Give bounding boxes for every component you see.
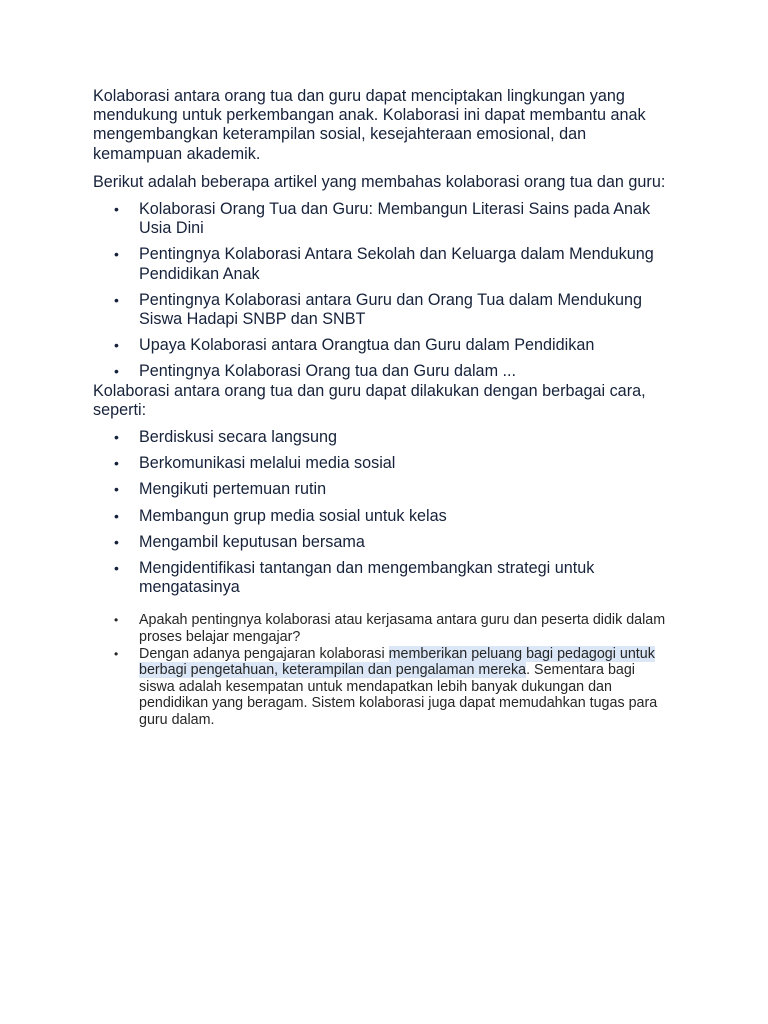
intro-paragraph: Kolaborasi antara orang tua dan guru dapat menciptakan lingkungan yang mendukung untuk perkembangan anak. Kolaborasi ini dapat membantu anak mengembangkan keterampilan sosial, kesejahteraan emosional, dan kemampuan akademik.	[93, 87, 646, 163]
bullet-icon: •	[114, 455, 119, 472]
list-item: • Kolaborasi Orang Tua dan Guru: Membangun Literasi Sains pada Anak Usia Dini	[114, 200, 651, 238]
list-item: • Membangun grup media sosial untuk kelas	[114, 506, 447, 525]
bullet-icon: •	[114, 291, 119, 308]
list-item: • Berdiskusi secara langsung	[114, 428, 337, 447]
list-item: • Upaya Kolaborasi antara Orangtua dan Guru dalam Pendidikan	[114, 336, 595, 355]
list-item: • Mengambil keputusan bersama	[114, 532, 365, 551]
bullet-icon: •	[114, 507, 119, 524]
list-item: • Pentingnya Kolaborasi antara Guru dan Orang Tua dalam Mendukung Siswa Hadapi SNBP dan SNBT	[114, 290, 643, 329]
bullet-icon: •	[114, 337, 119, 354]
ways-intro: Kolaborasi antara orang tua dan guru dapat dilakukan dengan berbagai cara, seperti:	[93, 381, 646, 419]
list-item: • Pentingnya Kolaborasi Orang tua dan Guru dalam ...	[114, 362, 517, 381]
list-item: • Berkomunikasi melalui media sosial	[114, 454, 396, 473]
list-item: • Mengidentifikasi tantangan dan mengembangkan strategi untuk mengatasinya	[114, 559, 595, 597]
document-page	[93, 87, 673, 729]
bullet-icon: •	[114, 646, 119, 661]
bullet-icon: •	[114, 560, 119, 577]
bullet-icon: •	[114, 429, 119, 446]
bullet-icon: •	[114, 363, 119, 380]
bullet-icon: •	[114, 246, 119, 263]
bullet-icon: •	[114, 533, 119, 550]
articles-list	[93, 200, 673, 382]
bullet-icon: •	[114, 613, 119, 628]
answer-prefix: Dengan adanya pengajaran kolaborasi	[139, 645, 389, 662]
ways-list	[93, 428, 673, 597]
answer-suffix: . Sementara bagi siswa adalah kesempatan untuk mendapatkan lebih banyak dukungan dan pendidikan yang beragam. Sistem kolaborasi juga dapat memudahkan tugas para guru dalam.	[139, 662, 658, 729]
qa-list	[93, 612, 673, 728]
answer-highlight: memberikan peluang bagi pedagogi untuk berbagi pengetahuan, keterampilan dan pengalaman mereka	[139, 645, 655, 679]
bullet-icon: •	[114, 481, 119, 498]
list-item: • Mengikuti pertemuan rutin	[114, 480, 327, 499]
answer-item	[93, 646, 673, 729]
articles-intro: Berikut adalah beberapa artikel yang membahas kolaborasi orang tua dan guru:	[93, 172, 666, 191]
question-text: Apakah pentingnya kolaborasi atau kerjasama antara guru dan peserta didik dalam proses belajar mengajar?	[139, 612, 666, 646]
bullet-icon: •	[114, 201, 119, 218]
question-item	[93, 612, 673, 645]
list-item: • Pentingnya Kolaborasi Antara Sekolah dan Keluarga dalam Mendukung Pendidikan Anak	[114, 245, 654, 283]
